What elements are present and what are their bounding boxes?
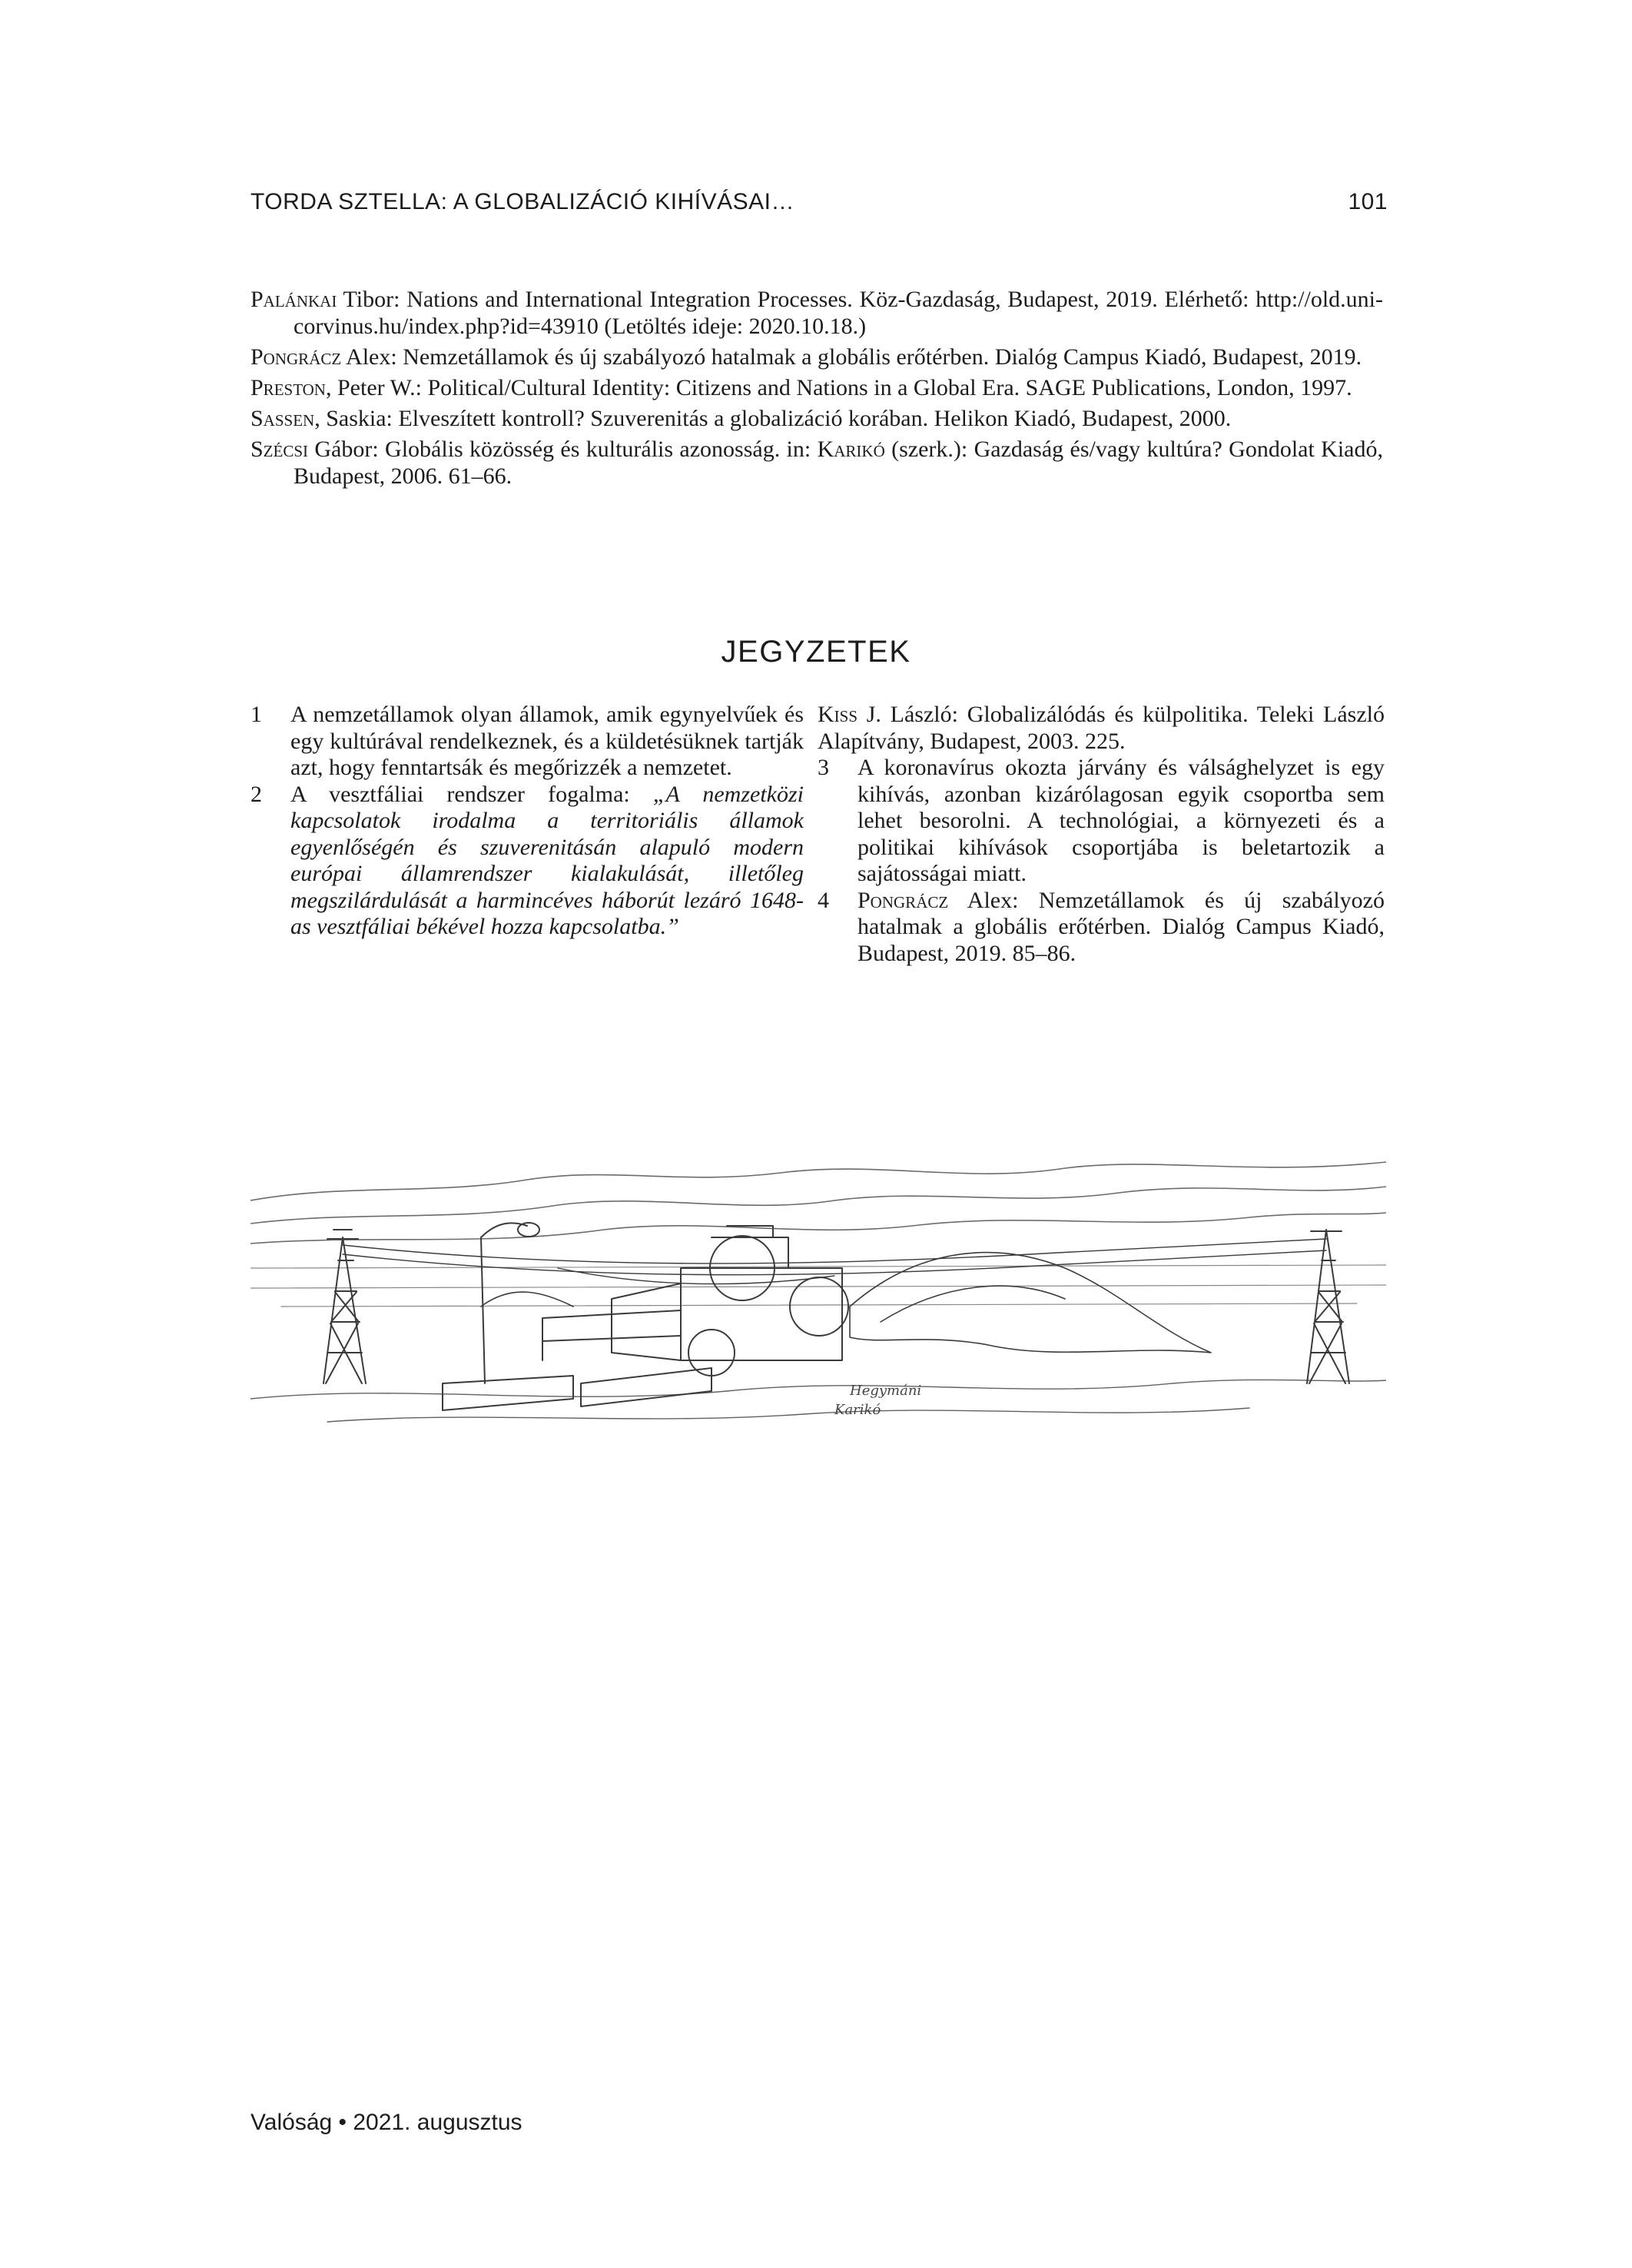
entry-text: Alex: Nemzetállamok és új szabályozó hatalmak a globális erőtérben. Dialóg Campus Kiadó, Budapest, 2019. 85–86. — [857, 887, 1385, 966]
footnote-number: 4 — [818, 887, 829, 913]
bibliography-list — [250, 286, 1383, 493]
footnote-text — [818, 702, 1385, 755]
footnote — [250, 702, 804, 782]
lamp-post — [481, 1223, 539, 1383]
author-name: Kiss — [818, 702, 858, 727]
bibliography-entry — [250, 344, 1383, 370]
footnote-continuation — [818, 702, 1385, 755]
bibliography-entry — [250, 286, 1383, 340]
footnote — [818, 755, 1385, 888]
running-title: TORDA SZTELLA: A GLOBALIZÁCIÓ KIHÍVÁSAI… — [250, 189, 795, 214]
pencil-sketch-illustration — [250, 1153, 1386, 1430]
page-footer: Valóság • 2021. augusztus — [250, 2110, 522, 2135]
footnote-lead: A vesztfáliai rendszer fogalma: — [290, 781, 653, 807]
notes-column-left — [250, 702, 804, 941]
author-name: Palánkai — [250, 287, 337, 312]
author-name: Karikó — [817, 437, 885, 462]
running-header — [250, 189, 1388, 215]
footnote-text — [290, 782, 804, 941]
notes-column-right — [818, 702, 1385, 967]
footnote — [818, 888, 1385, 968]
author-name: Sassen — [250, 406, 315, 431]
author-name: Szécsi — [250, 437, 309, 462]
author-name: Pongrácz — [857, 887, 949, 913]
entry-text: J. László: Globalizálódás és külpolitika. Teleki László Alapítvány, Budapest, 2003. 225. — [818, 702, 1385, 754]
footnote — [250, 782, 804, 941]
author-name: Preston — [250, 375, 326, 400]
footnote-number: 2 — [250, 781, 262, 807]
horizon-lines — [250, 1265, 1386, 1307]
hills — [250, 1162, 1386, 1244]
page-number: 101 — [1348, 189, 1388, 214]
entry-text: , Saskia: Elveszített kontroll? Szuverenitás a globalizáció korában. Helikon Kiadó, Budapest, 2000. — [314, 406, 1232, 431]
artist-signature — [834, 1383, 921, 1418]
author-name: Pongrácz — [250, 344, 342, 370]
ground — [250, 1380, 1386, 1422]
entry-text: (szerk.): Gazdaság és/vagy kultúra? Gondolat Kiadó, Budapest, 2006. 61–66. — [294, 437, 1383, 489]
signature-line1: Hegymáni — [850, 1383, 922, 1399]
footnote-text — [857, 888, 1385, 968]
power-lines — [343, 1239, 1326, 1284]
footnote-text: A nemzetállamok olyan államok, amik egynyelvűek és egy kultúrával rendelkeznek, és a küldetésüknek tartják azt, hogy fenntartsák és megőrizzék a nemzetet. — [290, 702, 804, 780]
notes-section-title: JEGYZETEK — [721, 635, 911, 669]
footnote-number: 3 — [818, 755, 829, 780]
bibliography-entry — [250, 436, 1383, 490]
footnote-number: 1 — [250, 702, 262, 727]
bibliography-entry — [250, 374, 1383, 401]
entry-text: , Peter W.: Political/Cultural Identity: Citizens and Nations in a Global Era. SAGE Publications, London, 1997. — [325, 375, 1352, 400]
entry-text: Gábor: Globális közösség és kulturális azonosság. in: — [308, 437, 818, 462]
machinery — [443, 1226, 848, 1410]
bibliography-entry — [250, 405, 1383, 432]
footnote-text: A koronavírus okozta járvány és válsághelyzet is egy kihívás, azonban kizárólagosan egyik csoportba sem lehet besorolni. A technológiai, a környezeti és a politikai kihívások csoportjába is beletartozik a sajátosságai miatt. — [857, 755, 1385, 886]
pylon-right — [1307, 1230, 1349, 1383]
footnote-quote: „A nemzetközi kapcsolatok irodalma a territoriális államok egyenlőségén és szuverenitásán alapuló modern európai államrendszer kialakulását, illetőleg megszilárdulását a harmincéves háborút lezáró 1648-as vesztfáliai békével hozza kapcsolatba.” — [290, 781, 804, 939]
entry-text: Tibor: Nations and International Integration Processes. Köz-Gazdaság, Budapest, 2019. Elérhető: http://old.uni-corvinus.hu/index.php?id=43910 (Letöltés ideje: 2020.10.18.) — [294, 287, 1383, 339]
entry-text: Alex: Nemzetállamok és új szabályozó hatalmak a globális erőtérben. Dialóg Campus Kiadó, Budapest, 2019. — [341, 344, 1362, 370]
signature-line2: Karikó — [834, 1402, 881, 1418]
